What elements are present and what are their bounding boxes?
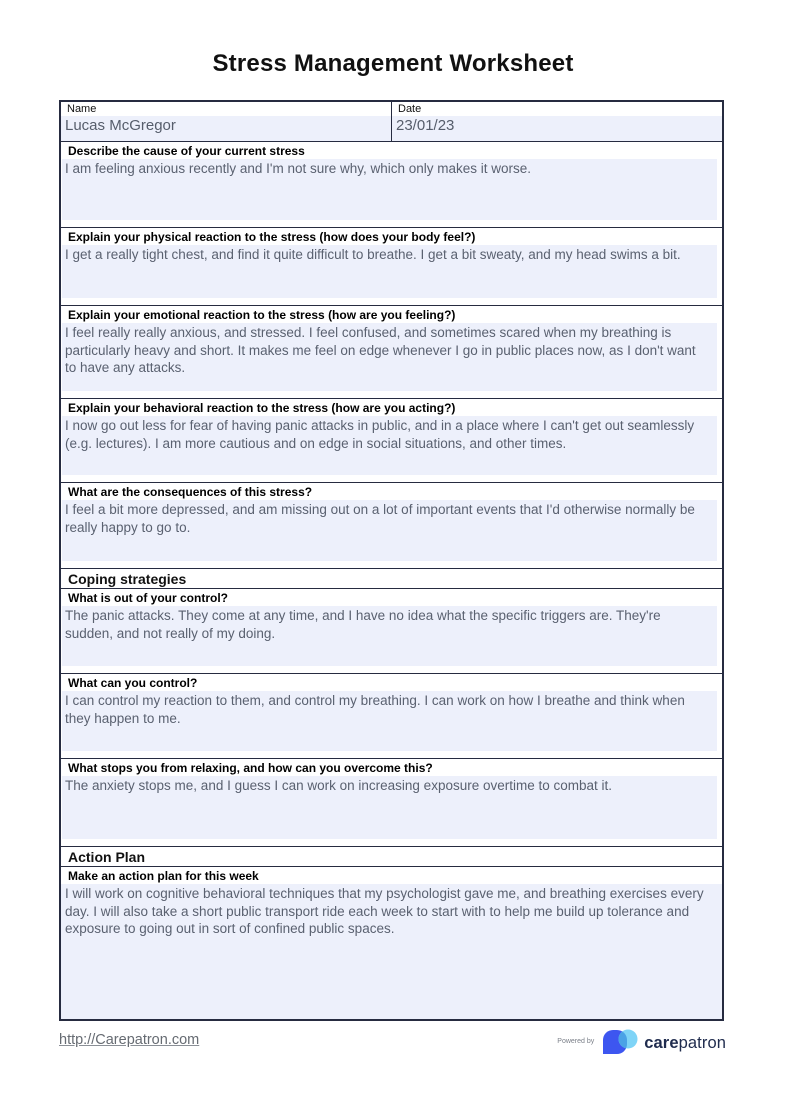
question-row-cause <box>61 141 722 227</box>
question-label: Make an action plan for this week <box>68 869 259 883</box>
question-row-action-plan <box>61 866 722 1019</box>
question-label: What are the consequences of this stress? <box>68 485 313 499</box>
question-row-consequences <box>61 482 722 568</box>
question-row-stops-relaxing <box>61 758 722 846</box>
name-field <box>61 102 391 141</box>
section-header-coping-strategies: Coping strategies <box>61 568 722 588</box>
identity-row <box>61 102 722 141</box>
answer-field[interactable]: I now go out less for fear of having panic attacks in public, and in a place where I can't get out seamlessly (e.g. lectures). I am more cautious and on edge in social situations, and other times. <box>62 416 717 475</box>
date-label: Date <box>398 103 422 115</box>
date-field <box>391 102 722 141</box>
page-title: Stress Management Worksheet <box>212 50 574 77</box>
name-label: Name <box>67 103 97 115</box>
brand-wordmark-patron: patron <box>678 1033 726 1052</box>
question-label: Explain your emotional reaction to the stress (how are you feeling?) <box>68 308 456 322</box>
answer-field[interactable]: The panic attacks. They come at any time, and I have no idea what the specific triggers are. They're sudden, and not really of my doing. <box>62 606 717 666</box>
powered-by-label: Powered by <box>557 1037 595 1045</box>
question-label: Explain your physical reaction to the stress (how does your body feel?) <box>68 230 476 244</box>
answer-field[interactable]: I am feeling anxious recently and I'm not sure why, which only makes it worse. <box>62 159 717 220</box>
question-row-behavioral-reaction <box>61 398 722 482</box>
question-label: What is out of your control? <box>68 591 228 605</box>
question-row-out-of-control <box>61 588 722 673</box>
question-row-emotional-reaction <box>61 305 722 398</box>
question-label: What can you control? <box>68 676 198 690</box>
answer-field[interactable]: The anxiety stops me, and I guess I can work on increasing exposure overtime to combat it. <box>62 776 717 839</box>
worksheet-table <box>59 100 724 1021</box>
carepatron-logo-icon <box>601 1028 639 1058</box>
question-label: Describe the cause of your current stress <box>68 144 305 158</box>
answer-field[interactable]: I feel a bit more depressed, and am missing out on a lot of important events that I'd otherwise normally be really happy to go to. <box>62 500 717 561</box>
powered-by-badge <box>557 1026 726 1060</box>
question-label: What stops you from relaxing, and how can you overcome this? <box>68 761 433 775</box>
brand-wordmark <box>644 1034 726 1053</box>
brand-wordmark-care: care <box>644 1033 679 1052</box>
section-header-action-plan: Action Plan <box>61 846 722 866</box>
answer-field[interactable]: I feel really really anxious, and stressed. I feel confused, and sometimes scared when my breathing is particularly heavy and short. It makes me feel on edge whenever I go in public places now, as I don't want to have any attacks. <box>62 323 717 391</box>
question-row-can-control <box>61 673 722 758</box>
answer-field[interactable]: I can control my reaction to them, and control my breathing. I can work on how I breathe and think when they happen to me. <box>62 691 717 751</box>
question-label: Explain your behavioral reaction to the stress (how are you acting?) <box>68 401 456 415</box>
date-input[interactable]: 23/01/23 <box>392 116 722 141</box>
answer-field[interactable]: I get a really tight chest, and find it quite difficult to breathe. I get a bit sweaty, and my head swims a bit. <box>62 245 717 298</box>
carepatron-link[interactable]: http://Carepatron.com <box>59 1032 200 1048</box>
answer-field[interactable]: I will work on cognitive behavioral techniques that my psychologist gave me, and breathing exercises every day. I will also take a short public transport ride each week to start with to help me build up tolerance and exposure to going out in sort of confined public spaces. <box>61 884 722 1019</box>
name-input[interactable]: Lucas McGregor <box>61 116 391 141</box>
question-row-physical-reaction <box>61 227 722 305</box>
